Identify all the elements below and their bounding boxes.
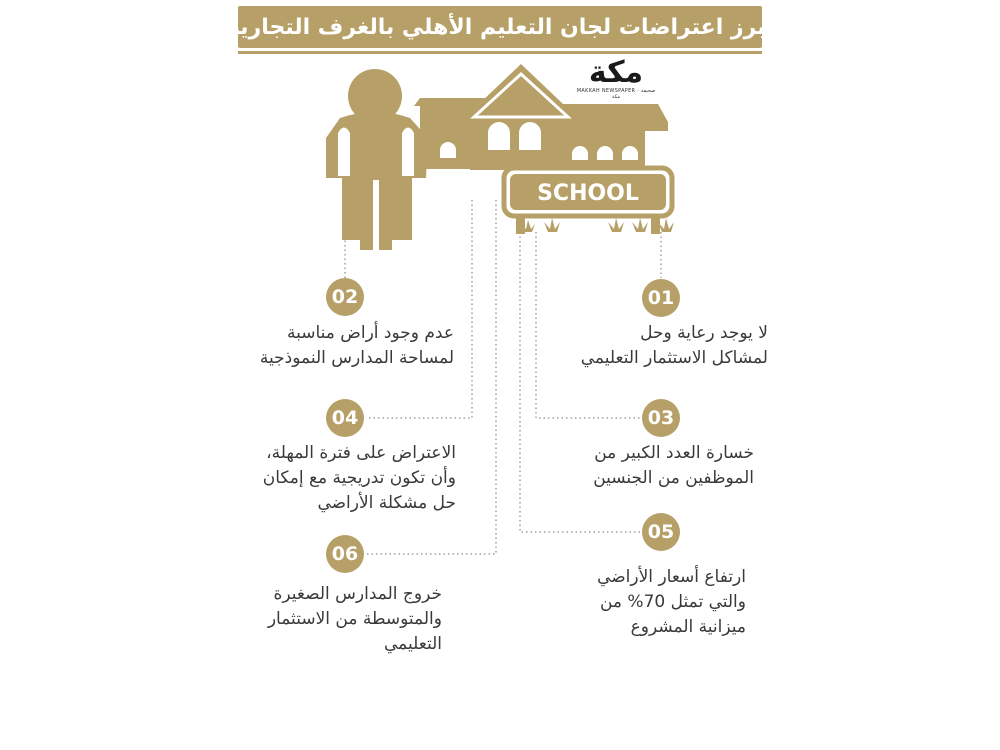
item-06-line-2: والمتوسطة من الاستثمار [267,609,442,629]
item-04-line-2: وأن تكون تدريجية مع إمكان [262,468,456,488]
item-01-text [581,321,768,371]
item-06-text [268,582,442,657]
item-05-line-2: والتي تمثل 70% من [599,592,746,612]
item-02-text [260,321,454,371]
item-03-number: 03 [642,399,680,437]
item-03-line-1: خسارة العدد الكبير من [594,443,754,463]
item-05-line-1: ارتفاع أسعار الأراضي [597,567,746,587]
newspaper-logo [575,55,657,100]
item-06-number: 06 [326,535,364,573]
item-02-number: 02 [326,278,364,316]
item-04-number: 04 [326,399,364,437]
item-05-line-3: ميزانية المشروع [630,617,746,637]
sign-label: SCHOOL [537,181,639,206]
page-title: أبرز اعتراضات لجان التعليم الأهلي بالغرف التجارية [226,14,774,40]
item-03-line-2: الموظفين من الجنسين [593,468,754,488]
grass-icons [520,218,674,232]
item-03-text [593,441,754,491]
item-02-line-1: عدم وجود أراض مناسبة [287,323,454,343]
item-01-number: 01 [642,279,680,317]
item-04-line-1: الاعتراض على فترة المهلة، [266,443,456,463]
item-01-line-1: لا يوجد رعاية وحل [640,323,768,343]
item-04-line-3: حل مشكلة الأراضي [317,493,456,513]
item-06-line-1: خروج المدارس الصغيرة [273,584,442,604]
item-02-line-2: لمساحة المدارس النموذجية [259,348,454,368]
logo-mark: مكة [588,55,644,90]
item-05-text [597,565,746,640]
logo-subtitle: MAKKAH NEWSPAPER · صحيفة مكة [576,88,656,100]
item-01-line-2: لمشاكل الاستثمار التعليمي [580,348,768,368]
item-04-text [263,441,456,516]
item-06-line-3: التعليمي [384,634,442,654]
item-05-number: 05 [642,513,680,551]
